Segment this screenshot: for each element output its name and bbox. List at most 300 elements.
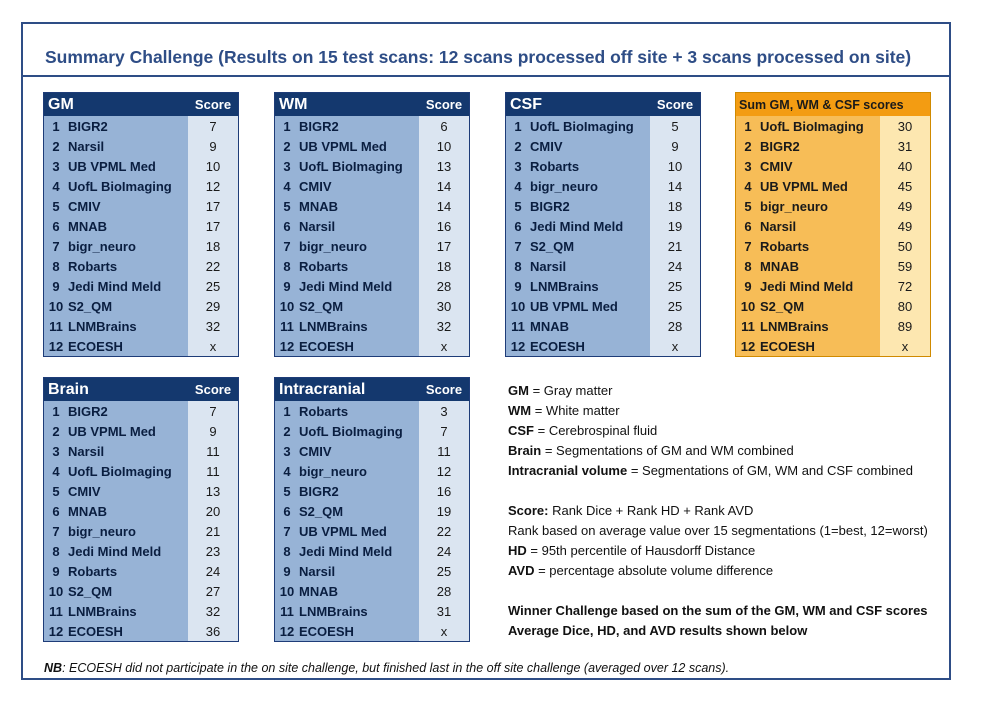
team-cell: [275, 581, 419, 601]
team-cell: [736, 176, 880, 196]
table-row: [44, 561, 238, 581]
rank-number: 3: [283, 443, 291, 459]
table-row: [736, 216, 930, 236]
team-name: UB VPML Med: [299, 138, 387, 154]
team-name: UB VPML Med: [68, 423, 156, 439]
team-cell: [44, 501, 188, 521]
team-name: Jedi Mind Meld: [530, 218, 624, 234]
team-cell: [44, 156, 188, 176]
score-value: 24: [419, 541, 469, 561]
team-cell: [506, 296, 650, 316]
team-name: S2_QM: [68, 583, 113, 599]
table-row: [275, 581, 469, 601]
team-cell: [44, 116, 188, 136]
table-row: [275, 441, 469, 461]
table-row: [44, 421, 238, 441]
team-cell: [44, 256, 188, 276]
legend-csf: CSF = Cerebrospinal fluid: [508, 423, 658, 438]
score-value: 11: [188, 441, 238, 461]
table-row: [44, 401, 238, 421]
team-cell: [506, 236, 650, 256]
score-value: 40: [880, 156, 930, 176]
team-cell: [506, 256, 650, 276]
team-cell: [506, 116, 650, 136]
team-cell: [275, 561, 419, 581]
page-title: Summary Challenge (Results on 15 test scans: 12 scans processed off site + 3 scans processed on site): [45, 47, 912, 67]
team-cell: [506, 156, 650, 176]
rank-number: 9: [52, 563, 60, 579]
table-row: [44, 336, 238, 356]
table-row: [275, 336, 469, 356]
score-value: 45: [880, 176, 930, 196]
team-cell: [736, 196, 880, 216]
score-value: 9: [188, 421, 238, 441]
score-value: 10: [650, 156, 700, 176]
team-cell: [736, 316, 880, 336]
rank-number: 3: [514, 158, 522, 174]
team-name: S2_QM: [299, 503, 344, 519]
table-row: [736, 296, 930, 316]
team-cell: [506, 316, 650, 336]
team-cell: [275, 441, 419, 461]
rank-number: 6: [52, 503, 60, 519]
table-row: [44, 216, 238, 236]
rank-number: 12: [279, 623, 295, 639]
score-value: 7: [419, 421, 469, 441]
score-value: 29: [188, 296, 238, 316]
table-row: [44, 196, 238, 216]
table-row: [275, 521, 469, 541]
table-row: [506, 136, 700, 156]
team-cell: [44, 581, 188, 601]
team-cell: [736, 216, 880, 236]
score-value: 18: [419, 256, 469, 276]
team-name: MNAB: [760, 258, 799, 274]
table-row: [736, 196, 930, 216]
rank-number: 10: [510, 298, 526, 314]
table-row: [275, 236, 469, 256]
legend-intracranial: Intracranial volume = Segmentations of GM, WM and CSF combined: [508, 463, 913, 478]
team-cell: [506, 216, 650, 236]
note-hd: HD = 95th percentile of Hausdorff Distance: [508, 543, 756, 558]
team-name: CMIV: [68, 483, 101, 499]
table-title: Sum GM, WM & CSF scores: [739, 97, 904, 112]
sum-table: [735, 92, 931, 357]
rank-number: 8: [283, 258, 291, 274]
score-value: 10: [188, 156, 238, 176]
team-cell: [736, 116, 880, 136]
team-cell: [506, 136, 650, 156]
team-name: bigr_neuro: [299, 463, 367, 479]
score-value: 28: [650, 316, 700, 336]
team-cell: [275, 541, 419, 561]
team-cell: [275, 401, 419, 421]
rank-number: 12: [48, 338, 64, 354]
team-name: UB VPML Med: [530, 298, 618, 314]
team-name: MNAB: [68, 218, 107, 234]
team-cell: [506, 336, 650, 356]
score-value: x: [419, 621, 469, 641]
team-cell: [275, 236, 419, 256]
table-row: [736, 176, 930, 196]
rank-number: 3: [744, 158, 752, 174]
rank-number: 12: [510, 338, 526, 354]
score-value: 10: [419, 136, 469, 156]
rank-number: 2: [52, 138, 60, 154]
footnote: NB: ECOESH did not participate in the on site challenge, but finished last in the off site challenge (averaged over 12 scans).: [44, 661, 730, 675]
team-cell: [506, 196, 650, 216]
table-row: [275, 481, 469, 501]
score-value: 28: [419, 276, 469, 296]
team-name: UofL BioImaging: [299, 423, 403, 439]
team-name: S2_QM: [530, 238, 575, 254]
team-name: Robarts: [299, 258, 349, 274]
rank-number: 1: [52, 403, 60, 419]
score-value: 12: [419, 461, 469, 481]
score-value: 17: [188, 216, 238, 236]
rank-number: 12: [48, 623, 64, 639]
team-name: Narsil: [68, 443, 105, 459]
team-name: CMIV: [299, 178, 332, 194]
score-value: 24: [188, 561, 238, 581]
score-value: 89: [880, 316, 930, 336]
team-name: Robarts: [299, 403, 349, 419]
score-value: 30: [880, 116, 930, 136]
team-cell: [736, 276, 880, 296]
team-cell: [44, 136, 188, 156]
team-name: BIGR2: [760, 138, 800, 154]
team-name: LNMBrains: [530, 278, 599, 294]
team-cell: [275, 501, 419, 521]
rank-number: 11: [280, 318, 294, 334]
table-title: WM: [279, 95, 308, 113]
table-row: [44, 601, 238, 621]
rank-number: 2: [283, 138, 291, 154]
score-value: 19: [419, 501, 469, 521]
score-value: 16: [419, 481, 469, 501]
rank-number: 12: [279, 338, 295, 354]
score-value: 9: [188, 136, 238, 156]
rank-number: 3: [52, 443, 60, 459]
score-value: 12: [188, 176, 238, 196]
rank-number: 5: [52, 483, 60, 499]
table-row: [275, 216, 469, 236]
score-value: x: [419, 336, 469, 356]
team-name: ECOESH: [68, 338, 123, 354]
rank-number: 12: [740, 338, 756, 354]
team-cell: [275, 621, 419, 641]
table-title: GM: [48, 95, 74, 113]
table-row: [736, 276, 930, 296]
rank-number: 6: [514, 218, 522, 234]
team-name: Jedi Mind Meld: [68, 543, 162, 559]
table-row: [44, 441, 238, 461]
score-value: 25: [650, 296, 700, 316]
rank-number: 1: [52, 118, 60, 134]
table-row: [44, 256, 238, 276]
table-row: [44, 481, 238, 501]
rank-number: 4: [52, 178, 60, 194]
score-value: 17: [419, 236, 469, 256]
rank-number: 7: [52, 523, 60, 539]
score-value: 13: [188, 481, 238, 501]
team-cell: [275, 296, 419, 316]
team-name: LNMBrains: [68, 603, 137, 619]
team-cell: [736, 296, 880, 316]
team-name: Robarts: [530, 158, 580, 174]
rank-number: 2: [744, 138, 752, 154]
score-header: Score: [194, 97, 232, 112]
team-name: Narsil: [68, 138, 105, 154]
rank-number: 11: [280, 603, 294, 619]
rank-number: 7: [283, 238, 291, 254]
score-value: 18: [650, 196, 700, 216]
score-value: 6: [419, 116, 469, 136]
table-row: [275, 561, 469, 581]
score-value: 27: [188, 581, 238, 601]
score-value: x: [188, 336, 238, 356]
rank-number: 1: [283, 118, 291, 134]
rank-number: 9: [283, 278, 291, 294]
rank-number: 8: [514, 258, 522, 274]
score-value: 14: [650, 176, 700, 196]
rank-number: 4: [52, 463, 60, 479]
team-name: BIGR2: [68, 118, 108, 134]
team-name: MNAB: [299, 198, 338, 214]
rank-number: 1: [744, 118, 752, 134]
rank-number: 4: [514, 178, 522, 194]
winner-line: Winner Challenge based on the sum of the GM, WM and CSF scores: [508, 603, 928, 618]
table-header: [275, 378, 469, 401]
score-value: 22: [419, 521, 469, 541]
rank-number: 1: [514, 118, 522, 134]
rank-number: 4: [283, 463, 291, 479]
brain-table: [43, 377, 239, 642]
note-score: Score: Rank Dice + Rank HD + Rank AVD: [508, 503, 754, 518]
rank-number: 5: [52, 198, 60, 214]
team-cell: [44, 461, 188, 481]
team-name: UB VPML Med: [760, 178, 848, 194]
team-cell: [275, 601, 419, 621]
table-row: [44, 316, 238, 336]
team-cell: [44, 176, 188, 196]
rank-number: 6: [283, 218, 291, 234]
team-name: Jedi Mind Meld: [299, 543, 393, 559]
rank-number: 5: [514, 198, 522, 214]
score-value: 14: [419, 176, 469, 196]
score-value: 49: [880, 216, 930, 236]
table-header: [736, 93, 930, 116]
score-value: 11: [188, 461, 238, 481]
score-value: 13: [419, 156, 469, 176]
legend-gm: GM = Gray matter: [508, 383, 613, 398]
table-row: [736, 156, 930, 176]
team-cell: [736, 136, 880, 156]
table-row: [275, 621, 469, 641]
csf-table: [505, 92, 701, 357]
table-header: [44, 378, 238, 401]
score-value: 18: [188, 236, 238, 256]
intracranial-table: [274, 377, 470, 642]
team-cell: [44, 481, 188, 501]
rank-number: 7: [744, 238, 752, 254]
wm-table: [274, 92, 470, 357]
team-cell: [44, 236, 188, 256]
team-name: S2_QM: [299, 298, 344, 314]
team-name: UofL BioImaging: [68, 178, 172, 194]
legend-wm: WM = White matter: [508, 403, 620, 418]
team-name: bigr_neuro: [530, 178, 598, 194]
average-results-line: Average Dice, HD, and AVD results shown below: [508, 623, 808, 638]
rank-number: 3: [283, 158, 291, 174]
score-value: 28: [419, 581, 469, 601]
note-avd: AVD = percentage absolute volume difference: [508, 563, 774, 578]
table-row: [736, 256, 930, 276]
rank-number: 1: [283, 403, 291, 419]
team-name: UofL BioImaging: [68, 463, 172, 479]
team-name: CMIV: [530, 138, 563, 154]
score-header: Score: [656, 97, 694, 112]
score-value: 7: [188, 116, 238, 136]
team-name: ECOESH: [530, 338, 585, 354]
table-row: [506, 156, 700, 176]
team-cell: [44, 401, 188, 421]
table-row: [275, 256, 469, 276]
team-cell: [44, 276, 188, 296]
team-name: bigr_neuro: [68, 523, 136, 539]
table-row: [275, 196, 469, 216]
team-name: ECOESH: [299, 338, 354, 354]
rank-number: 7: [514, 238, 522, 254]
team-name: BIGR2: [530, 198, 570, 214]
table-row: [44, 581, 238, 601]
table-row: [275, 156, 469, 176]
score-value: 25: [419, 561, 469, 581]
team-name: Robarts: [68, 258, 118, 274]
table-row: [44, 136, 238, 156]
score-value: 5: [650, 116, 700, 136]
score-value: 9: [650, 136, 700, 156]
table-row: [44, 521, 238, 541]
score-value: 32: [419, 316, 469, 336]
team-name: ECOESH: [68, 623, 123, 639]
rank-number: 4: [283, 178, 291, 194]
table-row: [44, 621, 238, 641]
table-row: [506, 296, 700, 316]
team-name: Narsil: [299, 218, 336, 234]
table-row: [44, 461, 238, 481]
score-value: 11: [419, 441, 469, 461]
team-name: Robarts: [68, 563, 118, 579]
score-value: 50: [880, 236, 930, 256]
team-cell: [736, 156, 880, 176]
table-row: [506, 316, 700, 336]
team-name: bigr_neuro: [760, 198, 828, 214]
rank-number: 8: [744, 258, 752, 274]
legend-brain: Brain = Segmentations of GM and WM combined: [508, 443, 794, 458]
team-cell: [44, 196, 188, 216]
team-cell: [275, 316, 419, 336]
rank-number: 5: [744, 198, 752, 214]
team-cell: [275, 421, 419, 441]
team-name: CMIV: [299, 443, 332, 459]
team-name: UofL BioImaging: [299, 158, 403, 174]
team-name: UofL BioImaging: [760, 118, 864, 134]
title-divider: [23, 75, 949, 77]
team-name: CMIV: [760, 158, 793, 174]
score-value: 36: [188, 621, 238, 641]
team-name: MNAB: [68, 503, 107, 519]
table-row: [275, 316, 469, 336]
table-row: [275, 501, 469, 521]
score-value: 24: [650, 256, 700, 276]
table-row: [275, 421, 469, 441]
table-title: Intracranial: [279, 380, 366, 398]
rank-number: 6: [283, 503, 291, 519]
rank-number: 4: [744, 178, 752, 194]
team-cell: [275, 116, 419, 136]
score-value: x: [650, 336, 700, 356]
team-cell: [44, 336, 188, 356]
table-row: [275, 296, 469, 316]
team-name: BIGR2: [299, 483, 339, 499]
table-row: [736, 136, 930, 156]
score-value: 22: [188, 256, 238, 276]
table-row: [736, 236, 930, 256]
score-value: 25: [650, 276, 700, 296]
team-name: LNMBrains: [68, 318, 137, 334]
score-value: 25: [188, 276, 238, 296]
note-rank: Rank based on average value over 15 segmentations (1=best, 12=worst): [508, 523, 928, 538]
team-name: Jedi Mind Meld: [299, 278, 393, 294]
table-row: [506, 116, 700, 136]
team-name: LNMBrains: [760, 318, 829, 334]
rank-number: 11: [49, 318, 63, 334]
table-row: [506, 176, 700, 196]
team-cell: [275, 481, 419, 501]
team-name: UofL BioImaging: [530, 118, 634, 134]
rank-number: 11: [511, 318, 525, 334]
table-header: [44, 93, 238, 116]
rank-number: 11: [49, 603, 63, 619]
rank-number: 5: [283, 483, 291, 499]
table-row: [275, 276, 469, 296]
team-name: Jedi Mind Meld: [68, 278, 162, 294]
rank-number: 10: [48, 583, 64, 599]
table-row: [44, 236, 238, 256]
team-name: LNMBrains: [299, 603, 368, 619]
team-name: BIGR2: [299, 118, 339, 134]
table-row: [44, 176, 238, 196]
rank-number: 8: [52, 258, 60, 274]
team-cell: [275, 461, 419, 481]
team-name: UB VPML Med: [299, 523, 387, 539]
team-cell: [275, 216, 419, 236]
team-cell: [44, 296, 188, 316]
team-name: BIGR2: [68, 403, 108, 419]
team-name: LNMBrains: [299, 318, 368, 334]
table-row: [275, 116, 469, 136]
team-name: MNAB: [530, 318, 569, 334]
table-header: [506, 93, 700, 116]
team-cell: [275, 521, 419, 541]
table-row: [275, 541, 469, 561]
team-cell: [44, 316, 188, 336]
team-cell: [736, 256, 880, 276]
team-cell: [44, 541, 188, 561]
team-cell: [275, 136, 419, 156]
table-row: [44, 116, 238, 136]
